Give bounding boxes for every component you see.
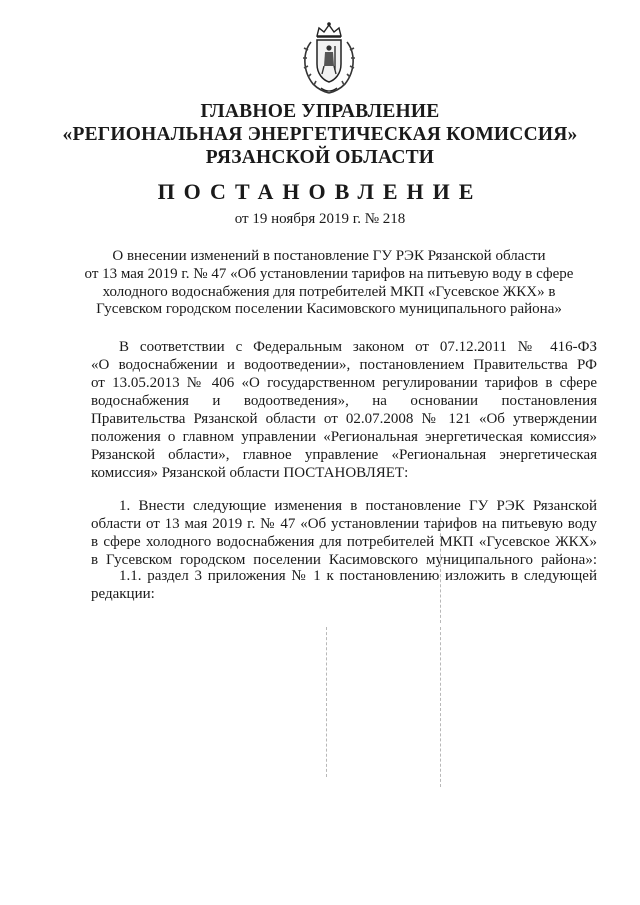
subject-line: О внесении изменений в постановление ГУ РЭК Рязанской области bbox=[112, 248, 546, 264]
org-line-2: «РЕГИОНАЛЬНАЯ ЭНЕРГЕТИЧЕСКАЯ КОМИССИЯ» bbox=[62, 124, 578, 145]
preamble-line: В соответствии с Федеральным законом от 07.12.2011 № 416-ФЗ bbox=[119, 339, 597, 355]
item-1-1-line: 1.1. раздел 3 приложения № 1 к постановлению изложить в следующей bbox=[119, 568, 597, 584]
subject-line: от 13 мая 2019 г. № 47 «Об установлении тарифов на питьевую воду в сфере bbox=[84, 265, 574, 282]
scan-artifact-line bbox=[440, 518, 441, 623]
preamble-line: положения о главном управлении «Региональная энергетическая комиссия» bbox=[91, 429, 597, 445]
document-date-number: от 19 ноября 2019 г. № 218 bbox=[234, 211, 406, 227]
preamble-line: «О водоснабжении и водоотведении», постановлением Правительства РФ bbox=[91, 357, 597, 373]
item-1-1-paragraph bbox=[91, 567, 597, 603]
item-1-line: в Гусевском городском поселении Касимовского муниципального района»: bbox=[91, 552, 597, 568]
preamble-line: водоснабжения и водоотведения», на основании постановления bbox=[91, 393, 597, 409]
preamble-paragraph bbox=[91, 338, 597, 482]
preamble-line: от 13.05.2013 № 406 «О государственном регулировании тарифов в сфере bbox=[91, 375, 597, 391]
organization-name bbox=[40, 100, 600, 169]
subject-line: Гусевском городском поселении Касимовского муниципального района» bbox=[96, 301, 562, 318]
coat-of-arms-icon bbox=[299, 20, 359, 96]
document-subject bbox=[60, 248, 598, 319]
item-1-line: 1. Внести следующие изменения в постановление ГУ РЭК Рязанской bbox=[119, 498, 597, 514]
org-line-1: ГЛАВНОЕ УПРАВЛЕНИЕ bbox=[200, 101, 440, 122]
item-1-1-line: редакции: bbox=[91, 586, 155, 602]
preamble-line: комиссия» Рязанской области ПОСТАНОВЛЯЕТ: bbox=[91, 465, 409, 481]
preamble-line: Рязанской области», главное управление «Региональная энергетическая bbox=[91, 447, 597, 463]
scan-artifact-line bbox=[326, 627, 327, 777]
scan-artifact-line bbox=[440, 627, 441, 787]
item-1-line: в сфере холодного водоснабжения для потребителей МКП «Гусевское ЖКХ» bbox=[91, 534, 597, 550]
item-1-line: области от 13 мая 2019 г. № 47 «Об установлении тарифов на питьевую воду bbox=[91, 516, 597, 532]
item-1-paragraph bbox=[91, 497, 597, 569]
document-type-title: ПОСТАНОВЛЕНИЕ bbox=[157, 179, 483, 204]
subject-line: холодного водоснабжения для потребителей МКП «Гусевское ЖКХ» в bbox=[102, 283, 556, 300]
preamble-line: Правительства Рязанской области от 02.07.2008 № 121 «Об утверждении bbox=[91, 411, 597, 427]
org-line-3: РЯЗАНСКОЙ ОБЛАСТИ bbox=[205, 147, 435, 168]
